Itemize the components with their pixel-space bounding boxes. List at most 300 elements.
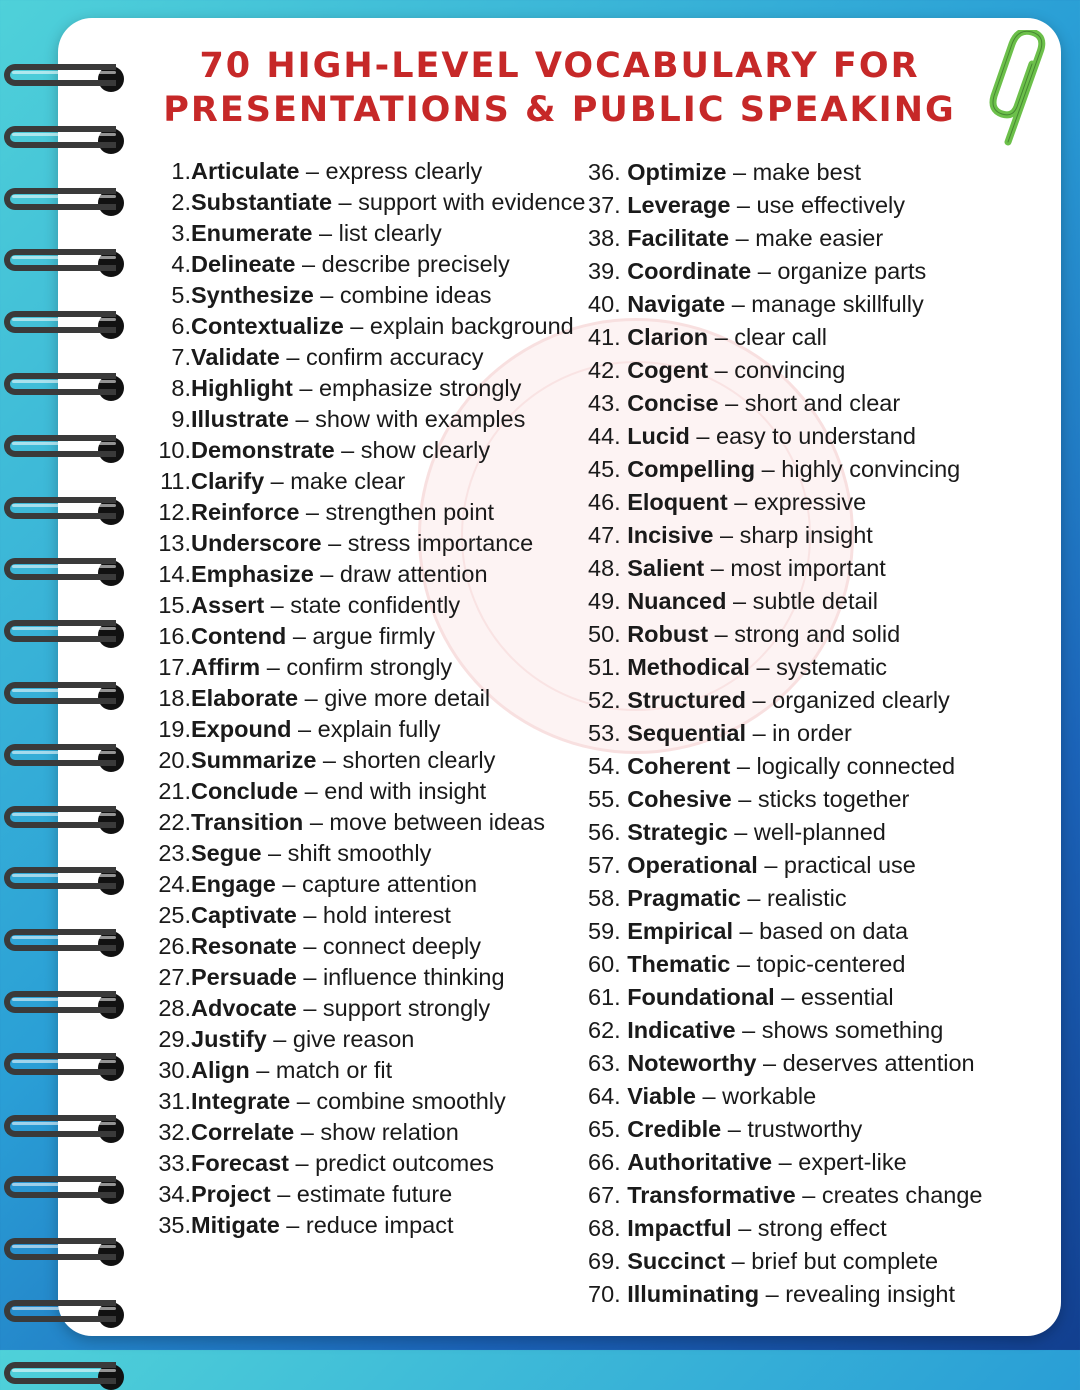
item-text xyxy=(627,918,908,944)
item-number: 24. xyxy=(158,871,191,897)
item-number: 54. xyxy=(588,753,621,779)
vocab-definition: – combine smoothly xyxy=(290,1088,506,1114)
item-number: 70. xyxy=(588,1281,621,1307)
item-text xyxy=(191,497,494,528)
vocab-definition: – predict outcomes xyxy=(288,1150,495,1176)
vocab-term: Validate xyxy=(191,344,280,370)
item-text xyxy=(191,807,545,838)
item-number: 3. xyxy=(171,220,191,246)
vocab-definition: – expert-like xyxy=(772,1149,907,1175)
vocab-term: Contend xyxy=(191,623,287,649)
item-text xyxy=(627,1083,816,1109)
vocab-term: Correlate xyxy=(191,1119,295,1145)
vocab-item xyxy=(588,1245,1058,1278)
vocab-item xyxy=(588,156,1058,189)
vocab-item xyxy=(148,1024,588,1055)
vocab-term: Noteworthy xyxy=(627,1050,757,1076)
spiral-ring xyxy=(4,1176,122,1204)
item-text xyxy=(627,291,924,317)
vocab-term: Empirical xyxy=(627,918,733,944)
vocab-definition: – organized clearly xyxy=(746,687,950,713)
item-number: 14. xyxy=(158,561,191,587)
vocab-term: Succinct xyxy=(627,1248,726,1274)
vocab-term: Pragmatic xyxy=(627,885,741,911)
vocab-item xyxy=(588,189,1058,222)
vocab-definition: – end with insight xyxy=(298,778,487,804)
item-text xyxy=(191,1179,452,1210)
vocab-term: Methodical xyxy=(627,654,750,680)
vocab-term: Contextualize xyxy=(191,313,344,339)
vocab-definition: – give more detail xyxy=(298,685,491,711)
item-number: 35. xyxy=(158,1212,191,1238)
vocab-term: Cohesive xyxy=(627,786,732,812)
vocab-term: Operational xyxy=(627,852,758,878)
vocab-definition: – well-planned xyxy=(727,819,886,845)
item-number: 29. xyxy=(158,1026,191,1052)
item-number: 52. xyxy=(588,687,621,713)
vocab-term: Synthesize xyxy=(191,282,314,308)
item-text xyxy=(627,621,900,647)
vocab-item xyxy=(588,816,1058,849)
item-text xyxy=(627,1050,974,1076)
item-text xyxy=(627,1182,982,1208)
vocab-term: Transformative xyxy=(627,1182,796,1208)
vocab-item xyxy=(588,1014,1058,1047)
spiral-ring xyxy=(4,1362,122,1390)
spiral-ring xyxy=(4,991,122,1019)
spiral-ring xyxy=(4,867,122,895)
vocab-definition: – reduce impact xyxy=(279,1212,454,1238)
spiral-ring xyxy=(4,1115,122,1143)
vocab-term: Highlight xyxy=(191,375,293,401)
spiral-ring xyxy=(4,435,122,463)
vocab-item xyxy=(148,311,588,342)
item-text xyxy=(627,357,845,383)
vocab-definition: – deserves attention xyxy=(756,1050,975,1076)
vocab-definition: – in order xyxy=(746,720,852,746)
vocab-definition: – brief but complete xyxy=(725,1248,939,1274)
vocab-item xyxy=(148,342,588,373)
vocab-item xyxy=(588,783,1058,816)
vocab-item xyxy=(148,280,588,311)
vocab-item xyxy=(588,1113,1058,1146)
item-number: 65. xyxy=(588,1116,621,1142)
vocab-term: Segue xyxy=(191,840,262,866)
item-number: 13. xyxy=(158,530,191,556)
vocab-item xyxy=(588,717,1058,750)
vocab-item xyxy=(588,1212,1058,1245)
vocab-definition: – topic-centered xyxy=(730,951,906,977)
vocab-definition: – systematic xyxy=(749,654,888,680)
vocab-definition: – explain background xyxy=(343,313,574,339)
notebook-page xyxy=(58,18,1061,1336)
item-text xyxy=(627,588,878,614)
vocab-definition: – show clearly xyxy=(334,437,491,463)
vocab-definition: – match or fit xyxy=(249,1057,393,1083)
item-text xyxy=(191,590,460,621)
item-number: 47. xyxy=(588,522,621,548)
item-text xyxy=(627,852,916,878)
vocab-definition: – move between ideas xyxy=(303,809,545,835)
item-text xyxy=(191,1117,459,1148)
vocab-term: Affirm xyxy=(191,654,261,680)
spiral-ring xyxy=(4,373,122,401)
vocab-item xyxy=(148,435,588,466)
vocab-item xyxy=(148,1055,588,1086)
item-text xyxy=(627,423,916,449)
vocab-definition: – support strongly xyxy=(296,995,491,1021)
vocab-definition: – influence thinking xyxy=(296,964,505,990)
vocab-item xyxy=(148,931,588,962)
item-text xyxy=(191,745,495,776)
item-number: 61. xyxy=(588,984,621,1010)
vocab-item xyxy=(148,1179,588,1210)
item-number: 7. xyxy=(171,344,191,370)
vocab-term: Strategic xyxy=(627,819,728,845)
item-number: 22. xyxy=(158,809,191,835)
vocab-term: Coherent xyxy=(627,753,731,779)
item-text xyxy=(627,1149,906,1175)
vocab-item xyxy=(588,585,1058,618)
item-text xyxy=(627,951,905,977)
vocab-term: Sequential xyxy=(627,720,747,746)
item-number: 62. xyxy=(588,1017,621,1043)
vocab-term: Transition xyxy=(191,809,304,835)
item-number: 17. xyxy=(158,654,191,680)
vocab-definition: – easy to understand xyxy=(689,423,916,449)
vocab-term: Optimize xyxy=(627,159,727,185)
vocab-definition: – combine ideas xyxy=(313,282,492,308)
spiral-ring xyxy=(4,311,122,339)
item-number: 39. xyxy=(588,258,621,284)
item-number: 2. xyxy=(171,189,191,215)
vocab-definition: – use effectively xyxy=(730,192,906,218)
vocab-term: Delineate xyxy=(191,251,296,277)
item-number: 9. xyxy=(171,406,191,432)
item-text xyxy=(191,652,452,683)
vocab-definition: – give reason xyxy=(266,1026,415,1052)
vocab-item xyxy=(148,466,588,497)
vocab-term: Incisive xyxy=(627,522,714,548)
vocab-item xyxy=(148,652,588,683)
vocab-item xyxy=(148,900,588,931)
item-text xyxy=(191,776,486,807)
item-number: 11. xyxy=(160,468,191,494)
item-number: 16. xyxy=(158,623,191,649)
spiral-ring xyxy=(4,682,122,710)
vocab-term: Conclude xyxy=(191,778,299,804)
item-text xyxy=(627,555,886,581)
item-number: 1. xyxy=(171,158,191,184)
vocab-term: Indicative xyxy=(627,1017,736,1043)
item-text xyxy=(627,324,827,350)
item-number: 46. xyxy=(588,489,621,515)
spiral-ring xyxy=(4,249,122,277)
vocab-definition: – creates change xyxy=(795,1182,983,1208)
vocab-definition: – hold interest xyxy=(296,902,451,928)
vocab-item xyxy=(588,1047,1058,1080)
item-number: 23. xyxy=(158,840,191,866)
item-number: 41. xyxy=(588,324,621,350)
vocab-item xyxy=(148,714,588,745)
vocab-term: Project xyxy=(191,1181,271,1207)
item-number: 36. xyxy=(588,159,621,185)
item-text xyxy=(191,931,481,962)
item-text xyxy=(191,466,405,497)
item-number: 25. xyxy=(158,902,191,928)
vocab-term: Enumerate xyxy=(191,220,313,246)
item-number: 53. xyxy=(588,720,621,746)
vocabulary-list-right xyxy=(588,156,1058,1311)
vocab-item xyxy=(588,387,1058,420)
item-text xyxy=(627,489,866,515)
vocab-item xyxy=(588,1278,1058,1311)
vocab-definition: – strong and solid xyxy=(708,621,901,647)
vocab-item xyxy=(148,497,588,528)
item-number: 28. xyxy=(158,995,191,1021)
vocab-term: Structured xyxy=(627,687,747,713)
vocab-item xyxy=(588,552,1058,585)
spiral-ring xyxy=(4,1300,122,1328)
item-text xyxy=(627,720,852,746)
item-text xyxy=(191,1086,506,1117)
item-text xyxy=(627,687,950,713)
item-number: 55. xyxy=(588,786,621,812)
item-number: 33. xyxy=(158,1150,191,1176)
item-number: 42. xyxy=(588,357,621,383)
vocab-definition: – manage skillfully xyxy=(725,291,924,317)
vocab-definition: – essential xyxy=(774,984,894,1010)
vocab-term: Emphasize xyxy=(191,561,314,587)
vocab-definition: – shows something xyxy=(735,1017,944,1043)
vocab-definition: – show relation xyxy=(294,1119,459,1145)
vocab-item xyxy=(588,684,1058,717)
vocab-item xyxy=(588,651,1058,684)
vocab-definition: – expressive xyxy=(727,489,867,515)
vocab-item xyxy=(588,519,1058,552)
item-text xyxy=(191,962,505,993)
vocab-item xyxy=(148,528,588,559)
item-number: 56. xyxy=(588,819,621,845)
vocab-term: Assert xyxy=(191,592,265,618)
vocab-term: Eloquent xyxy=(627,489,728,515)
vocab-definition: – support with evidence xyxy=(332,189,586,215)
item-number: 19. xyxy=(158,716,191,742)
item-number: 15. xyxy=(158,592,191,618)
vocab-definition: – explain fully xyxy=(291,716,441,742)
item-text xyxy=(191,559,488,590)
vocab-item xyxy=(588,222,1058,255)
spiral-ring xyxy=(4,806,122,834)
vocab-item xyxy=(148,373,588,404)
vocab-term: Nuanced xyxy=(627,588,727,614)
vocab-term: Persuade xyxy=(191,964,297,990)
item-number: 59. xyxy=(588,918,621,944)
item-number: 27. xyxy=(158,964,191,990)
item-text xyxy=(191,900,451,931)
spiral-ring xyxy=(4,188,122,216)
vocab-term: Articulate xyxy=(191,158,300,184)
item-text xyxy=(191,528,533,559)
item-number: 57. xyxy=(588,852,621,878)
vocab-definition: – shorten clearly xyxy=(316,747,496,773)
item-text xyxy=(627,522,873,548)
vocab-term: Foundational xyxy=(627,984,775,1010)
item-number: 32. xyxy=(158,1119,191,1145)
vocab-term: Leverage xyxy=(627,192,731,218)
item-text xyxy=(191,993,490,1024)
vocab-definition: – revealing insight xyxy=(759,1281,956,1307)
item-number: 4. xyxy=(171,251,191,277)
item-text xyxy=(627,258,926,284)
item-text xyxy=(191,218,442,249)
item-number: 10. xyxy=(158,437,191,463)
vocab-item xyxy=(148,156,588,187)
vocab-term: Advocate xyxy=(191,995,297,1021)
spiral-binding-icon xyxy=(0,0,140,1350)
vocab-item xyxy=(148,249,588,280)
vocab-definition: – confirm strongly xyxy=(260,654,453,680)
vocab-item xyxy=(148,1117,588,1148)
item-number: 37. xyxy=(588,192,621,218)
vocab-term: Resonate xyxy=(191,933,297,959)
vocab-term: Impactful xyxy=(627,1215,732,1241)
item-number: 21. xyxy=(158,778,191,804)
vocab-term: Illustrate xyxy=(191,406,289,432)
vocab-definition: – list clearly xyxy=(312,220,442,246)
item-text xyxy=(627,159,861,185)
item-text xyxy=(627,654,887,680)
vocab-definition: – highly convincing xyxy=(755,456,961,482)
item-text xyxy=(627,885,846,911)
vocab-definition: – confirm accuracy xyxy=(279,344,484,370)
item-text xyxy=(191,621,435,652)
vocab-term: Viable xyxy=(627,1083,697,1109)
item-text xyxy=(191,1148,494,1179)
vocab-definition: – strengthen point xyxy=(299,499,495,525)
item-number: 12. xyxy=(158,499,191,525)
spiral-ring xyxy=(4,558,122,586)
vocab-definition: – practical use xyxy=(757,852,916,878)
paperclip-icon xyxy=(988,30,1058,150)
item-text xyxy=(191,435,490,466)
vocab-term: Navigate xyxy=(627,291,726,317)
vocab-item xyxy=(588,849,1058,882)
vocab-term: Mitigate xyxy=(191,1212,280,1238)
item-number: 44. xyxy=(588,423,621,449)
vocab-item xyxy=(148,683,588,714)
item-number: 63. xyxy=(588,1050,621,1076)
item-text xyxy=(627,192,905,218)
item-text xyxy=(627,1215,887,1241)
vocab-definition: – make clear xyxy=(264,468,406,494)
vocab-definition: – stress importance xyxy=(321,530,534,556)
spiral-ring xyxy=(4,1238,122,1266)
item-number: 34. xyxy=(158,1181,191,1207)
vocab-term: Demonstrate xyxy=(191,437,335,463)
vocab-item xyxy=(148,187,588,218)
vocab-term: Align xyxy=(191,1057,250,1083)
item-number: 68. xyxy=(588,1215,621,1241)
vocab-definition: – state confidently xyxy=(264,592,461,618)
item-number: 48. xyxy=(588,555,621,581)
vocab-item xyxy=(588,981,1058,1014)
item-number: 58. xyxy=(588,885,621,911)
vocab-definition: – realistic xyxy=(740,885,847,911)
vocab-term: Lucid xyxy=(627,423,690,449)
vocab-definition: – shift smoothly xyxy=(261,840,432,866)
item-text xyxy=(627,390,900,416)
item-number: 69. xyxy=(588,1248,621,1274)
vocab-term: Concise xyxy=(627,390,719,416)
vocab-term: Facilitate xyxy=(627,225,730,251)
vocab-definition: – workable xyxy=(696,1083,817,1109)
vocab-definition: – sticks together xyxy=(731,786,910,812)
vocab-item xyxy=(588,750,1058,783)
vocab-item xyxy=(148,962,588,993)
vocab-item xyxy=(148,404,588,435)
vocab-item xyxy=(148,776,588,807)
vocab-term: Captivate xyxy=(191,902,297,928)
item-number: 31. xyxy=(158,1088,191,1114)
item-number: 20. xyxy=(158,747,191,773)
vocab-item xyxy=(148,218,588,249)
item-text xyxy=(191,1024,414,1055)
vocab-definition: – make best xyxy=(726,159,861,185)
item-text xyxy=(627,984,893,1010)
vocab-item xyxy=(148,590,588,621)
vocab-definition: – show with examples xyxy=(288,406,526,432)
vocab-definition: – clear call xyxy=(708,324,828,350)
vocab-term: Justify xyxy=(191,1026,267,1052)
vocab-item xyxy=(588,1080,1058,1113)
spiral-ring xyxy=(4,620,122,648)
vocab-item xyxy=(148,1148,588,1179)
item-text xyxy=(191,869,477,900)
vocab-definition: – express clearly xyxy=(299,158,483,184)
item-number: 5. xyxy=(171,282,191,308)
vocab-definition: – argue firmly xyxy=(286,623,436,649)
vocab-item xyxy=(148,838,588,869)
vocab-term: Illuminating xyxy=(627,1281,760,1307)
vocab-term: Salient xyxy=(627,555,705,581)
vocab-item xyxy=(588,288,1058,321)
vocab-item xyxy=(588,882,1058,915)
item-text xyxy=(191,404,525,435)
item-text xyxy=(627,225,883,251)
vocab-item xyxy=(148,559,588,590)
item-text xyxy=(627,456,960,482)
item-text xyxy=(191,1055,392,1086)
item-text xyxy=(627,819,886,845)
vocab-item xyxy=(588,255,1058,288)
vocab-term: Credible xyxy=(627,1116,722,1142)
item-number: 45. xyxy=(588,456,621,482)
vocab-definition: – logically connected xyxy=(730,753,956,779)
item-number: 30. xyxy=(158,1057,191,1083)
vocab-term: Substantiate xyxy=(191,189,333,215)
item-number: 64. xyxy=(588,1083,621,1109)
page-title-line-2: PRESENTATIONS & PUBLIC SPEAKING xyxy=(163,90,956,130)
vocab-term: Thematic xyxy=(627,951,731,977)
vocab-term: Clarify xyxy=(191,468,265,494)
item-number: 49. xyxy=(588,588,621,614)
item-text xyxy=(191,156,482,187)
item-text xyxy=(191,838,431,869)
item-number: 51. xyxy=(588,654,621,680)
item-text xyxy=(627,1116,862,1142)
vocab-term: Robust xyxy=(627,621,709,647)
